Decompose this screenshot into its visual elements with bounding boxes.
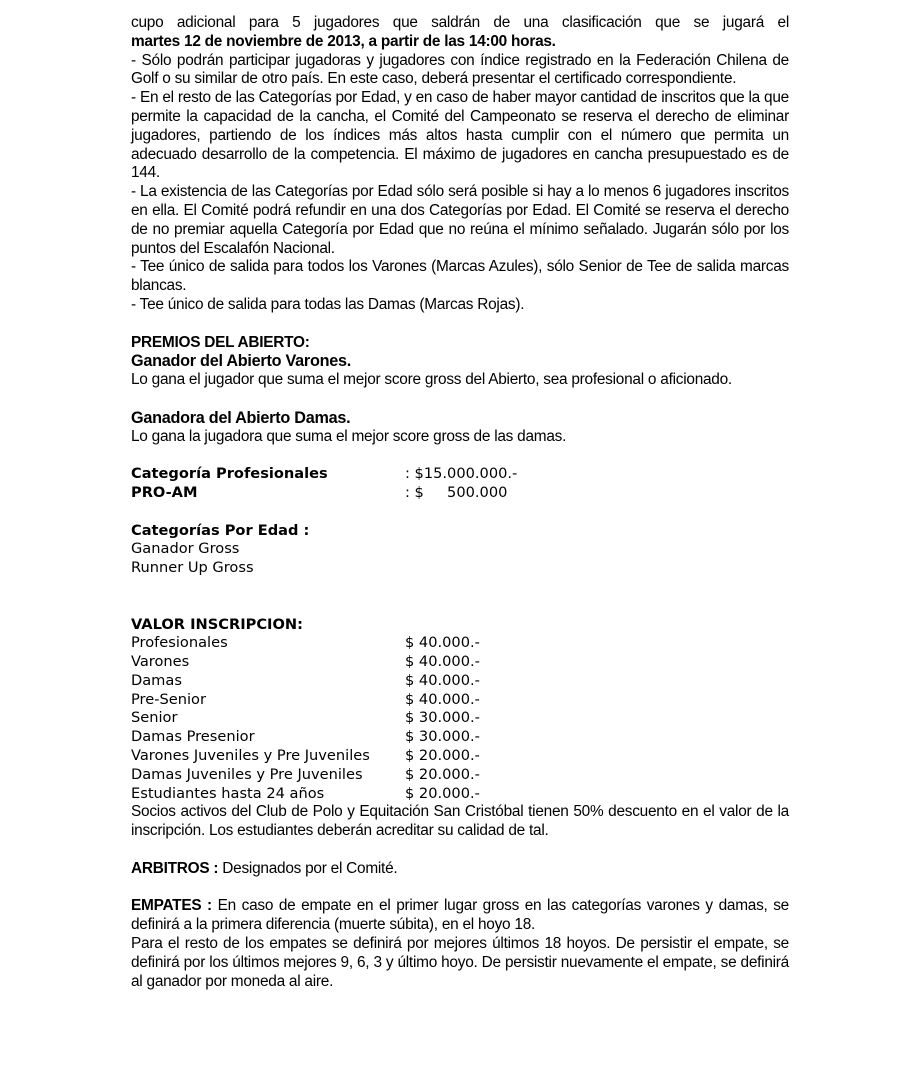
arbitros-label: ARBITROS : [131, 859, 219, 877]
prize-label: PRO-AM [131, 483, 198, 501]
varones-title: Ganador del Abierto Varones. [131, 352, 351, 371]
empates-text: En caso de empate en el primer lugar gross en las categorías varones y damas, se definirá a la primera diferencia (muerte súbita), en el hoyo 18. [131, 897, 789, 934]
fee-row [131, 634, 789, 653]
fee-amount: $ 20.000.- [405, 747, 480, 765]
varones-text: Lo gana el jugador que suma el mejor score gross del Abierto, sea profesional o aficionado. [131, 371, 732, 389]
inscripcion-note: Socios activos del Club de Polo y Equitación San Cristóbal tienen 50% descuento en el valor de la inscripción. Los estudiantes deberán acreditar su calidad de tal. [131, 803, 789, 840]
rule-item: - La existencia de las Categorías por Edad sólo será posible si hay a lo menos 6 jugadores inscritos en ella. El Comité podrá refundir en una dos Categorías por Edad. El Comité se reserva el derecho de no premiar aquella Categoría por Edad que no reúna el mínimo señalado. Jugarán sólo por los puntos del Escalafón Nacional. [131, 183, 789, 257]
arbitros-text: Designados por el Comité. [218, 859, 398, 877]
fee-label: Damas Presenior [131, 728, 255, 746]
intro-line: cupo adicional para 5 jugadores que saldrán de una clasificación que se jugará el [131, 14, 789, 31]
fee-amount: $ 20.000.- [405, 784, 480, 802]
fee-label: Senior [131, 709, 178, 727]
prize-amount: : $15.000.000.- [405, 465, 518, 483]
fee-amount: $ 40.000.- [405, 690, 480, 708]
fee-label: Varones [131, 653, 190, 671]
fee-row [131, 691, 789, 710]
fee-row [131, 766, 789, 785]
empates-text-2: Para el resto de los empates se definirá por mejores últimos 18 hoyos. De persistir el empate, se definirá por los últimos mejores 9, 6, 3 y último hoyo. De persistir nuevamente el empate, se definirá al ganador por moneda al aire. [131, 935, 789, 990]
empates-label: EMPATES : [131, 897, 212, 915]
fee-amount: $ 20.000.- [405, 765, 480, 783]
edad-item: Ganador Gross [131, 540, 240, 558]
fee-label: Damas Juveniles y Pre Juveniles [131, 765, 363, 783]
prize-table [131, 465, 789, 803]
fee-amount: $ 30.000.- [405, 709, 480, 727]
premios-heading: PREMIOS DEL ABIERTO: [131, 333, 310, 351]
inscripcion-note-section [131, 803, 789, 991]
fee-amount: $ 40.000.- [405, 634, 480, 652]
rule-item: - Sólo podrán participar jugadoras y jugadores con índice registrado en la Federación Chilena de Golf o su similar de otro país. En este caso, deberá presentar el certificado correspondiente. [131, 51, 789, 88]
fee-row [131, 747, 789, 766]
intro-date-bold: martes 12 de noviembre de 2013, a partir de las 14:00 horas. [131, 32, 556, 50]
fee-label: Varones Juveniles y Pre Juveniles [131, 747, 370, 765]
premios-section [131, 334, 789, 447]
fee-label: Pre-Senior [131, 690, 206, 708]
fee-row [131, 785, 789, 804]
prize-row [131, 465, 789, 484]
rule-item: - Tee único de salida para todos los Varones (Marcas Azules), sólo Senior de Tee de salida marcas blancas. [131, 258, 789, 295]
prize-row [131, 484, 789, 503]
rule-item: - Tee único de salida para todas las Damas (Marcas Rojas). [131, 295, 525, 313]
arbitros-paragraph [131, 860, 789, 879]
damas-title: Ganadora del Abierto Damas. [131, 408, 351, 427]
prize-amount: : $ 500.000 [405, 483, 508, 501]
fee-amount: $ 40.000.- [405, 671, 480, 689]
empates-paragraph [131, 897, 789, 935]
fee-label: Profesionales [131, 634, 228, 652]
fee-amount: $ 30.000.- [405, 728, 480, 746]
edad-item: Runner Up Gross [131, 559, 254, 577]
inscripcion-heading: VALOR INSCRIPCION: [131, 615, 303, 633]
document-page [131, 14, 789, 991]
fee-row [131, 728, 789, 747]
damas-text: Lo gana la jugadora que suma el mejor score gross de las damas. [131, 427, 567, 445]
fee-row [131, 709, 789, 728]
fee-row [131, 653, 789, 672]
prize-label: Categoría Profesionales [131, 465, 328, 483]
fee-amount: $ 40.000.- [405, 653, 480, 671]
fee-label: Estudiantes hasta 24 años [131, 784, 325, 802]
fee-row [131, 672, 789, 691]
intro-section [131, 14, 789, 315]
edad-heading: Categorías Por Edad : [131, 521, 310, 539]
rule-item: - En el resto de las Categorías por Edad, y en caso de haber mayor cantidad de inscritos que la que permite la capacidad de la cancha, el Comité del Campeonato se reserva el derecho de eliminar jugadores, partiendo de los índices más altos hasta cumplir con el número que permita un adecuado desarrollo de la competencia. El máximo de jugadores en cancha presupuestado es de 144. [131, 89, 789, 182]
fee-label: Damas [131, 671, 182, 689]
fee-table [131, 634, 789, 803]
